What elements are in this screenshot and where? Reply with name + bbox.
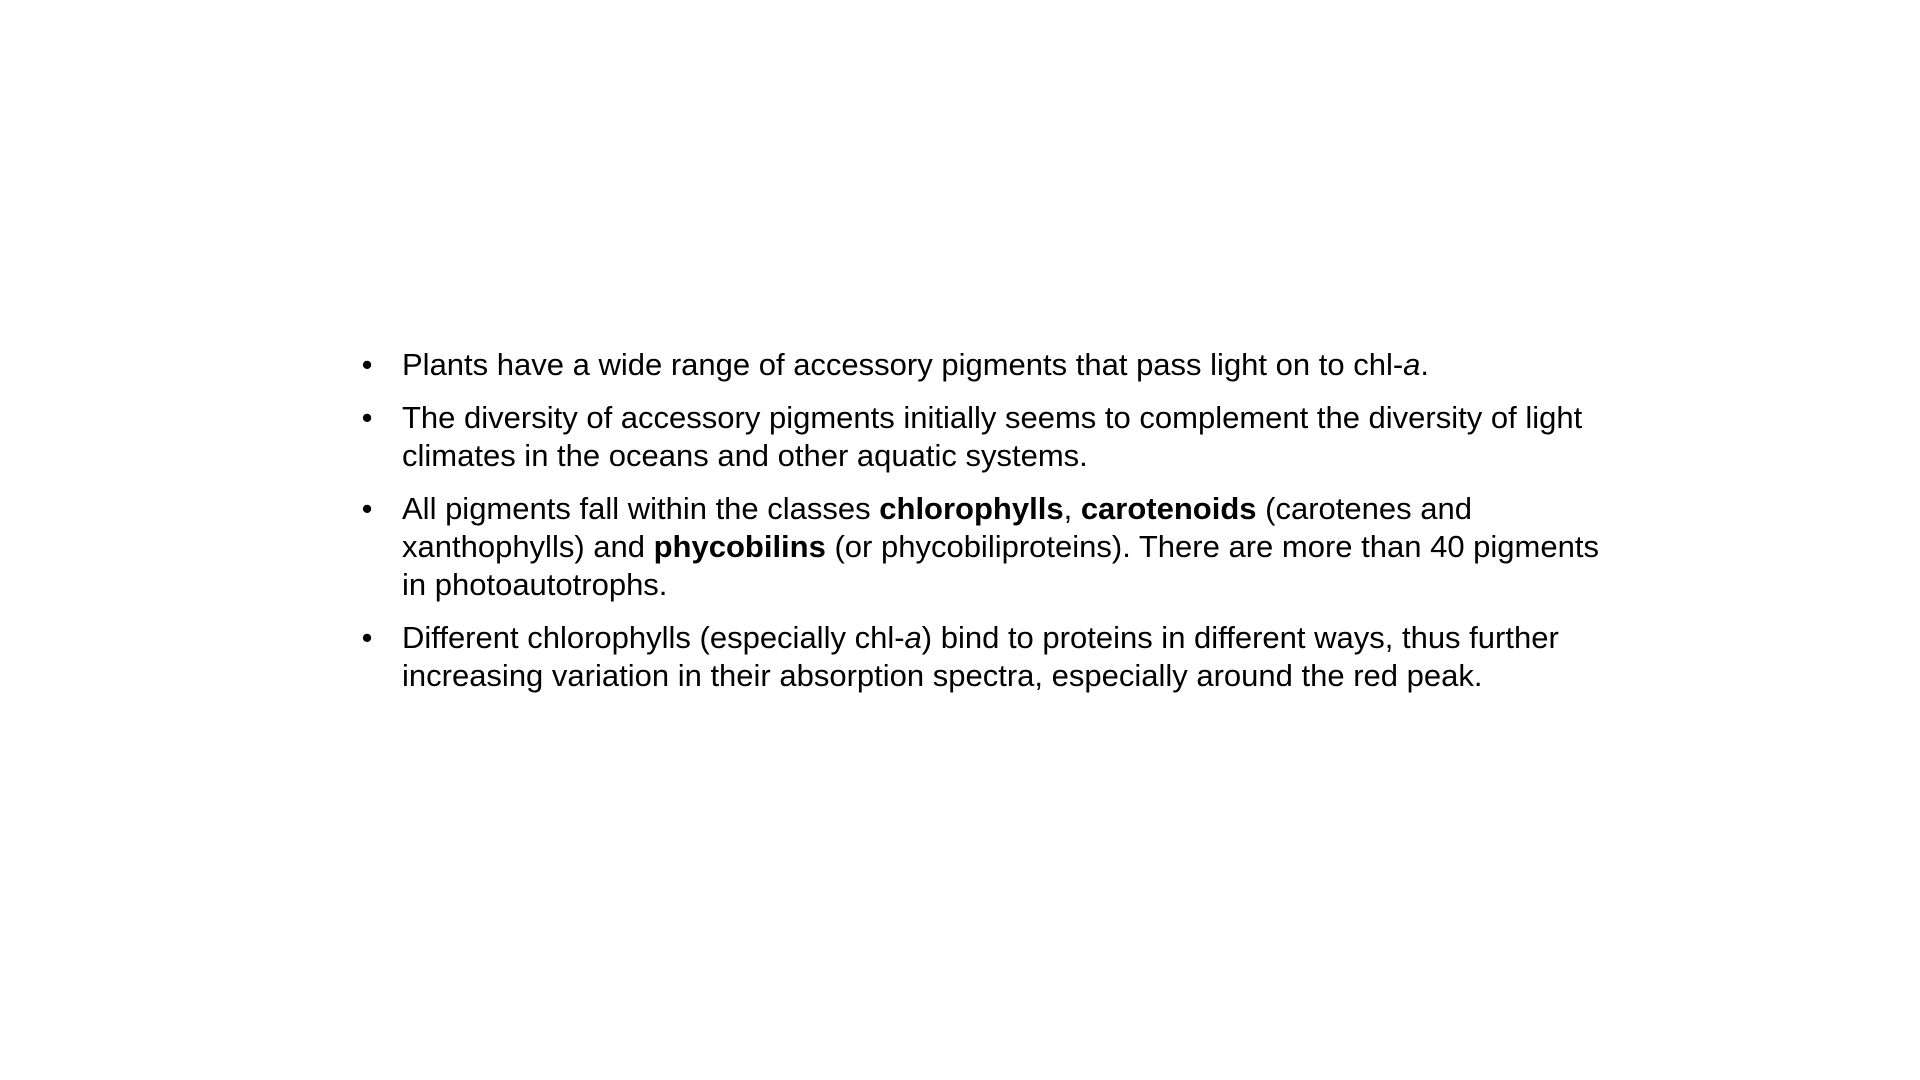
- bullet-marker: •: [361, 400, 373, 435]
- bullet-marker: •: [361, 347, 373, 382]
- bullet-item: [350, 619, 1600, 695]
- bullet-text: Different chlorophylls (especially chl-a) bind to proteins in different ways, thus further increasing variation in their absorption spectra, especially around the red peak.: [402, 620, 1559, 693]
- term-chlorophylls: chlorophylls: [879, 491, 1064, 526]
- bullet-marker: •: [361, 620, 373, 655]
- bullet-list: [350, 346, 1600, 710]
- bullet-text: All pigments fall within the classes chlorophylls, carotenoids (carotenes and xanthophylls) and phycobilins (or phycobiliproteins). There are more than 40 pigments in photoautotrophs.: [402, 491, 1599, 602]
- bullet-item: [350, 399, 1600, 475]
- bullet-text: Plants have a wide range of accessory pigments that pass light on to chl-a.: [402, 347, 1430, 382]
- bullet-text: The diversity of accessory pigments initially seems to complement the diversity of light climates in the oceans and other aquatic systems.: [402, 400, 1583, 473]
- bullet-item: [350, 346, 1600, 384]
- bullet-marker: •: [361, 491, 373, 526]
- term-carotenoids: carotenoids: [1080, 491, 1257, 526]
- bullet-item: [350, 490, 1600, 604]
- term-phycobilins: phycobilins: [653, 529, 826, 564]
